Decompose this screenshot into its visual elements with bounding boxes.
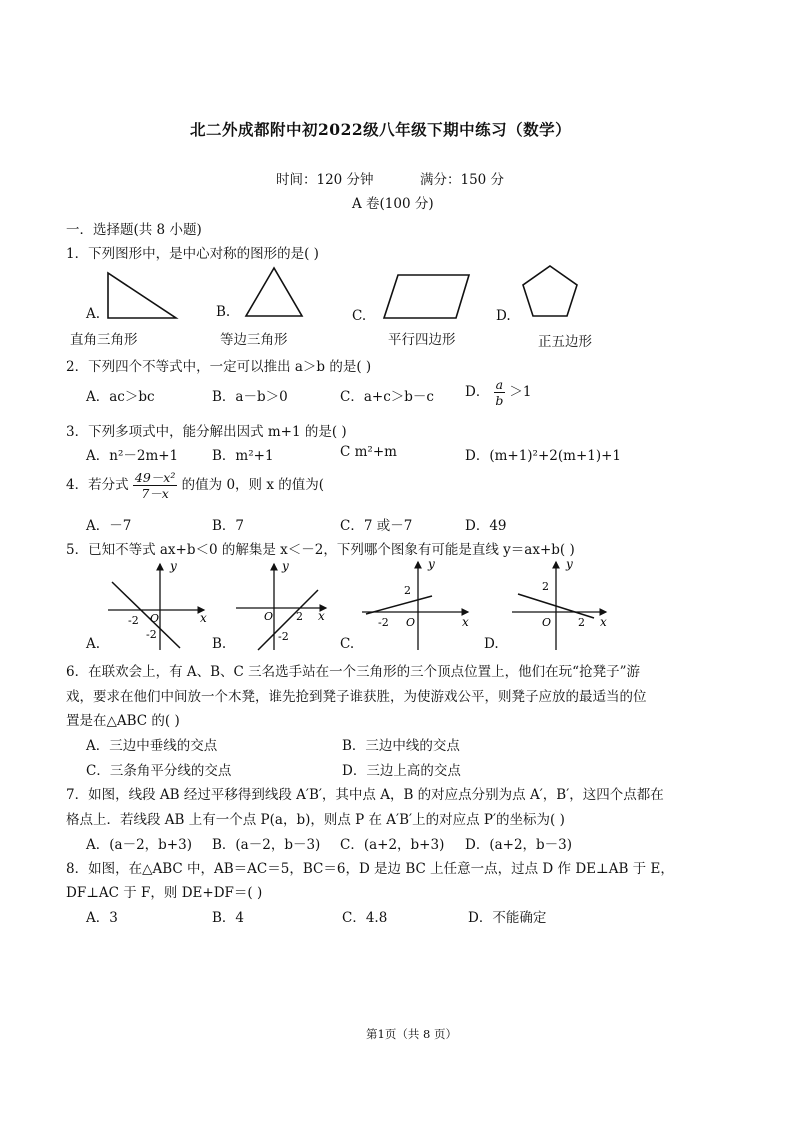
q5-c-label-2: -2 (378, 616, 389, 629)
q4-stem (66, 470, 324, 501)
q4-stem-post: 的值为 0，则 x 的值为( (181, 477, 324, 493)
section-label: A 卷(100 分) (352, 196, 434, 212)
q1-caption-a: 直角三角形 (70, 332, 138, 348)
q1-option-c-letter: C. (352, 308, 367, 324)
q5-a-x-label: x (200, 611, 207, 625)
q5-a-label-1: -2 (128, 614, 139, 627)
part-heading: 一．选择题(共 8 小题) (66, 222, 202, 238)
q2-option-b: B．a－b＞0 (212, 389, 288, 405)
q5-option-a-letter: A. (86, 636, 101, 652)
q3-option-b: B．m²+1 (212, 448, 274, 464)
q8-option-a: A．3 (86, 910, 118, 926)
q4-option-c: C．7 或－7 (340, 518, 413, 534)
q6-line-3: 置是在△ABC 的( ) (66, 713, 180, 729)
q1-option-d-letter: D. (496, 308, 511, 324)
q5-d-y-label: y (566, 557, 573, 571)
q4-stem-pre: 4．若分式 (66, 477, 129, 493)
q4-option-a: A．－7 (86, 518, 132, 534)
q3-stem: 3．下列多项式中，能分解出因式 m+1 的是( ) (66, 424, 347, 440)
q6-option-a: A．三边中垂线的交点 (86, 738, 218, 754)
q1-caption-b: 等边三角形 (220, 332, 288, 348)
q6-option-c: C．三条角平分线的交点 (86, 763, 232, 779)
q2-option-a: A．ac＞bc (86, 389, 155, 405)
q5-b-origin: O (264, 610, 274, 623)
q7-line-2: 格点上．若线段 AB 上有一个点 P(a，b)，则点 P 在 A′B′上的对应点 P′的坐标为( ) (66, 812, 565, 828)
q8-option-c: C．4.8 (342, 910, 388, 926)
right-triangle-figure (108, 273, 176, 318)
q2-option-d-fraction (494, 377, 505, 408)
exam-score: 满分：150 分 (420, 172, 505, 188)
q3-option-d: D．(m+1)²+2(m+1)+1 (465, 448, 622, 464)
q5-d-origin: O (542, 616, 552, 629)
q2-option-d-rest: ＞1 (509, 384, 532, 400)
q5-stem: 5．已知不等式 ax+b＜0 的解集是 x＜－2，下列哪个图象有可能是直线 y＝ax+b( ) (66, 542, 575, 558)
q4-option-b: B．7 (212, 518, 245, 534)
q5-graph-c (362, 557, 469, 650)
q4-option-d: D．49 (465, 518, 507, 534)
q5-b-label-2: -2 (278, 630, 289, 643)
q1-caption-c: 平行四边形 (388, 332, 456, 348)
q5-graph-a (108, 559, 207, 650)
q5-option-d-letter: D. (484, 636, 499, 652)
q4-fraction (133, 470, 177, 501)
q4-denominator: 7－x (141, 486, 169, 501)
q8-option-b: B．4 (212, 910, 245, 926)
exam-time: 时间：120 分钟 (276, 172, 374, 188)
q6-line-1: 6．在联欢会上，有 A、B、C 三名选手站在一个三角形的三个顶点位置上，他们在玩“抢凳子”游 (66, 664, 640, 680)
page-footer: 第1页（共 8 页） (366, 1027, 457, 1041)
q2-option-d (465, 377, 531, 408)
q2-d-denominator: b (495, 393, 504, 408)
q1-option-b-letter: B. (216, 304, 231, 320)
q5-c-x-label: x (462, 615, 469, 629)
equilateral-triangle-figure (246, 268, 302, 316)
q2-option-c: C．a+c＞b－c (340, 389, 434, 405)
q2-d-numerator: a (495, 377, 504, 392)
q3-option-a: A．n²－2m+1 (86, 448, 179, 464)
q5-a-y-label: y (170, 559, 177, 573)
page-title: 北二外成都附中初2022级八年级下期中练习（数学） (190, 120, 572, 139)
q5-b-label-1: 2 (296, 610, 303, 623)
q5-option-b-letter: B. (212, 636, 227, 652)
q1-figures (0, 0, 794, 360)
q7-option-c: C．(a+2，b+3) (340, 837, 445, 853)
q1-caption-d: 正五边形 (538, 334, 592, 350)
q6-option-d: D．三边上高的交点 (342, 763, 461, 779)
q7-line-1: 7．如图，线段 AB 经过平移得到线段 A′B′，其中点 A，B 的对应点分别为点 A′，B′，这四个点都在 (66, 787, 664, 803)
q2-stem: 2．下列四个不等式中，一定可以推出 a＞b 的是( ) (66, 359, 372, 375)
q4-numerator: 49－x² (134, 470, 176, 485)
q6-option-b: B．三边中线的交点 (342, 738, 460, 754)
q5-a-origin: O (150, 612, 160, 625)
q5-a-label-2: -2 (146, 628, 157, 641)
q5-d-x-label: x (600, 615, 607, 629)
q5-graph-d (512, 557, 607, 650)
q2-option-d-letter: D． (465, 384, 490, 400)
q8-line-1: 8．如图，在△ABC 中，AB＝AC＝5，BC＝6，D 是边 BC 上任意一点，过点 D 作 DE⊥AB 于 E， (66, 861, 674, 877)
q8-line-2: DF⊥AC 于 F，则 DE+DF＝( ) (66, 885, 263, 901)
q1-option-a-letter: A. (86, 306, 101, 322)
q5-option-c-letter: C. (340, 636, 355, 652)
q5-c-origin: O (406, 616, 416, 629)
q3-option-c: C m²+m (340, 444, 397, 460)
q7-option-a: A．(a－2，b+3) (86, 837, 192, 853)
q8-option-d: D．不能确定 (468, 910, 547, 926)
q6-line-2: 戏，要求在他们中间放一个木凳，谁先抢到凳子谁获胜，为使游戏公平，则凳子应放的最适当的位 (66, 689, 647, 705)
q1-stem: 1．下列图形中，是中心对称的图形的是( ) (66, 246, 319, 262)
q5-d-label-2: 2 (578, 616, 585, 629)
q5-d-label-1: 2 (542, 580, 549, 593)
q7-option-d: D．(a+2，b－3) (465, 837, 573, 853)
q5-b-x-label: x (318, 609, 325, 623)
q5-c-y-label: y (428, 557, 435, 571)
q5-b-y-label: y (282, 559, 289, 573)
parallelogram-figure (384, 275, 469, 318)
q5-graphs (0, 550, 794, 660)
q5-graph-b (236, 559, 326, 650)
regular-pentagon-figure (523, 266, 577, 316)
q5-c-label-1: 2 (404, 584, 411, 597)
q7-option-b: B．(a－2，b－3) (212, 837, 321, 853)
